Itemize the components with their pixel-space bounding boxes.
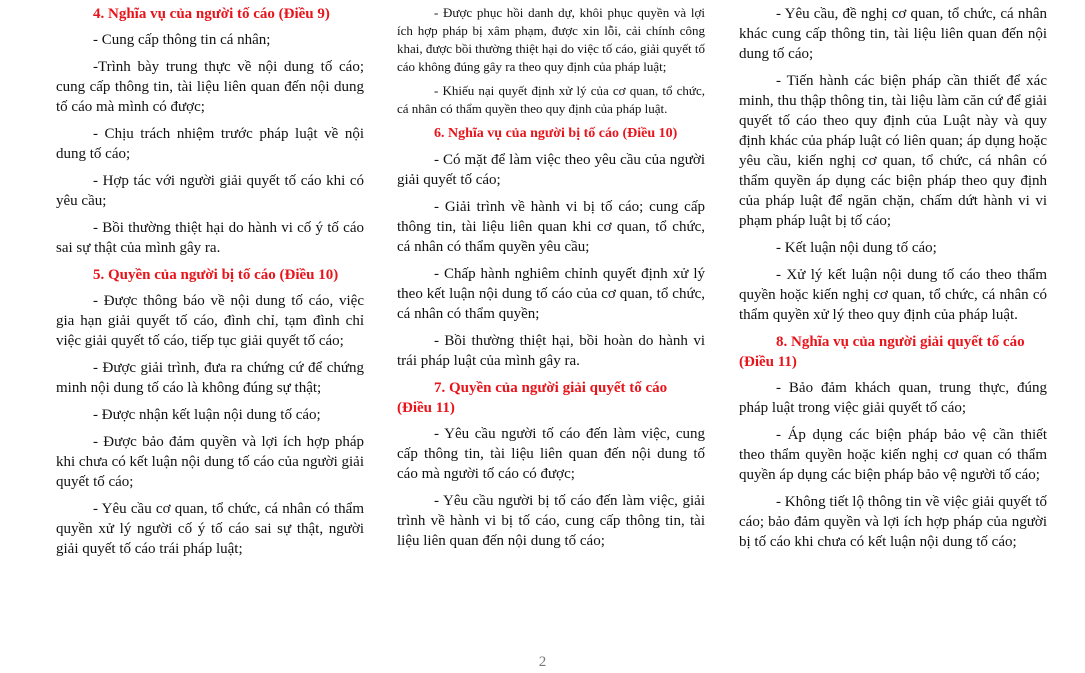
paragraph: - Hợp tác với người giải quyết tố cáo khi có yêu cầu; — [56, 173, 364, 209]
paragraph: - Kết luận nội dung tố cáo; — [776, 240, 937, 256]
section-heading: 4. Nghĩa vụ của người tố cáo (Điều 9) — [93, 6, 330, 22]
paragraph: - Được giải trình, đưa ra chứng cứ để chứng minh nội dung tố cáo là không đúng sự thật; — [56, 360, 364, 396]
paragraph: - Xử lý kết luận nội dung tố cáo theo thẩm quyền hoặc kiến nghị cơ quan, tổ chức, cá nhân có thẩm quyền xử lý theo quy định của pháp luật. — [739, 267, 1047, 323]
paragraph: - Yêu cầu người bị tố cáo đến làm việc, giải trình về hành vi bị tố cáo, cung cấp thông tin, tài liệu liên quan đến nội dung tố cáo; — [397, 493, 705, 549]
paragraph: - Bảo đảm khách quan, trung thực, đúng pháp luật trong việc giải quyết tố cáo; — [739, 380, 1047, 416]
paragraph: - Giải trình về hành vi bị tố cáo; cung cấp thông tin, tài liệu liên quan khi cơ quan, tổ chức, cá nhân có thẩm quyền yêu cầu; — [397, 199, 705, 255]
section-heading: 5. Quyền của người bị tố cáo (Điều 10) — [93, 267, 339, 283]
paragraph: - Có mặt để làm việc theo yêu cầu của người giải quyết tố cáo; — [397, 152, 705, 188]
section-heading: 6. Nghĩa vụ của người bị tố cáo (Điều 10) — [434, 126, 678, 141]
page-number: 2 — [538, 654, 547, 670]
paragraph: - Yêu cầu người tố cáo đến làm việc, cung cấp thông tin, tài liệu liên quan đến nội dung tố cáo mà người tố cáo có được; — [397, 426, 705, 482]
section-heading: 7. Quyền của người giải quyết tố cáo (Điều 11) — [397, 380, 668, 416]
paragraph: - Chịu trách nhiệm trước pháp luật về nội dung tố cáo; — [56, 126, 364, 162]
paragraph: - Cung cấp thông tin cá nhân; — [93, 32, 271, 48]
paragraph: - Khiếu nại quyết định xử lý của cơ quan, tổ chức, cá nhân có thẩm quyền theo quy định của pháp luật. — [397, 83, 705, 116]
paragraph: - Bồi thường thiệt hại, bồi hoàn do hành vi trái pháp luật của mình gây ra. — [397, 333, 705, 369]
text-column-3 — [739, 4, 1047, 559]
paragraph: - Chấp hành nghiêm chỉnh quyết định xử lý theo kết luận nội dung tố cáo của cơ quan, tổ chức, cá nhân có thẩm quyền; — [397, 266, 705, 322]
paragraph: - Tiến hành các biện pháp cần thiết để xác minh, thu thập thông tin, tài liệu làm căn cứ để giải quyết tố cáo theo quy định của Luật này và quy định khác của pháp luật có liên quan; áp dụng hoặc yêu cầu, kiến nghị cơ quan, tổ chức, cá nhân có thẩm quyền áp dụng các biện pháp theo quy định của pháp luật để ngăn chặn, chấm dứt hành vi vi phạm pháp luật bị tố cáo; — [739, 73, 1047, 229]
paragraph: - Bồi thường thiệt hại do hành vi cố ý tố cáo sai sự thật của mình gây ra. — [56, 220, 364, 256]
text-column-2 — [397, 4, 705, 558]
text-column-1 — [56, 4, 364, 566]
paragraph: - Yêu cầu cơ quan, tổ chức, cá nhân có thẩm quyền xử lý người cố ý tố cáo sai sự thật, người giải quyết tố cáo trái pháp luật; — [56, 501, 364, 557]
paragraph: - Được thông báo về nội dung tố cáo, việc gia hạn giải quyết tố cáo, đình chỉ, tạm đình chỉ việc giải quyết tố cáo, tiếp tục giải quyết tố cáo; — [56, 293, 364, 349]
paragraph: - Được bảo đảm quyền và lợi ích hợp pháp khi chưa có kết luận nội dung tố cáo của người giải quyết tố cáo; — [56, 434, 364, 490]
paragraph: - Được phục hồi danh dự, khôi phục quyền và lợi ích hợp pháp bị xâm phạm, được xin lỗi, cải chính công khai, được bồi thường thiệt hại do việc tố cáo, giải quyết tố cáo không đúng gây ra theo quy định của pháp luật; — [397, 5, 705, 74]
paragraph: -Trình bày trung thực về nội dung tố cáo; cung cấp thông tin, tài liệu liên quan đến nội dung tố cáo mà mình có được; — [56, 59, 364, 115]
section-heading: 8. Nghĩa vụ của người giải quyết tố cáo (Điều 11) — [739, 334, 1025, 370]
paragraph: - Yêu cầu, đề nghị cơ quan, tổ chức, cá nhân khác cung cấp thông tin, tài liệu liên quan đến nội dung tố cáo; — [739, 6, 1047, 62]
paragraph: - Được nhận kết luận nội dung tố cáo; — [93, 407, 321, 423]
paragraph: - Không tiết lộ thông tin về việc giải quyết tố cáo; bảo đảm quyền và lợi ích hợp pháp của người bị tố cáo khi chưa có kết luận nội dung tố cáo; — [739, 494, 1047, 550]
paragraph: - Áp dụng các biện pháp bảo vệ cần thiết theo thẩm quyền hoặc kiến nghị cơ quan có thẩm quyền áp dụng các biện pháp bảo vệ người tố cáo; — [739, 427, 1047, 483]
